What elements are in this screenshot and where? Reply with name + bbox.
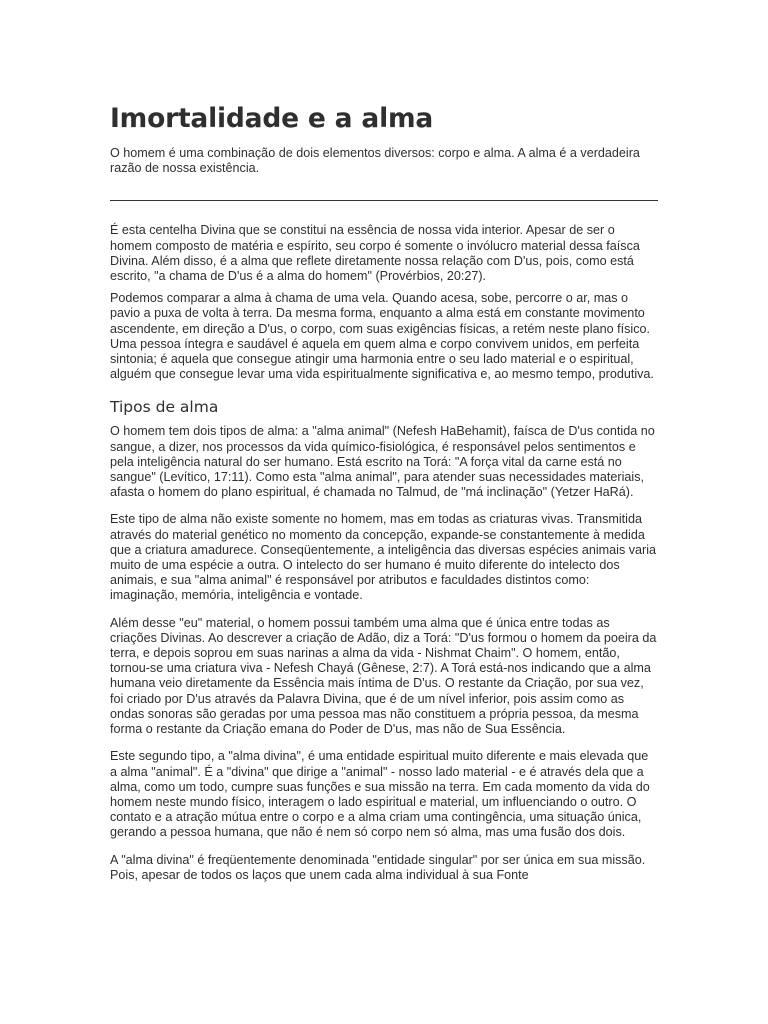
- section-paragraph: A "alma divina" é freqüentemente denominada "entidade singular" por ser única em sua missão. Pois, apesar de todos os laços que unem cada alma individual à sua Fonte: [110, 852, 646, 882]
- body-paragraph: Podemos comparar a alma à chama de uma vela. Quando acesa, sobe, percorre o ar, mas o pavio a puxa de volta à terra. Da mesma forma, enquanto a alma está em constante movimento ascendente, em direção a D'us, o corpo, com suas exigências físicas, a retém neste plano físico. Uma pessoa íntegra e saudável é aquela em quem alma e corpo convivem unidos, em perfeita sintonia; é aquela que consegue atingir uma harmonia entre o seu lado material e o espiritual, alguém que consegue levar uma vida espiritualmente significativa e, ao mesmo tempo, produtiva.: [110, 291, 654, 382]
- section-paragraph: Este tipo de alma não existe somente no homem, mas em todas as criaturas vivas. Transmitida através do material genético no momento da concepção, expande-se constantemente à medida que a criatura amadurece. Conseqüentemente, a inteligência das diversas espécies animais varia muito de uma espécie a outra. O intelecto do ser humano é muito diferente do intelecto dos animais, e sua "alma animal" é responsável por atributos e faculdades distintos como: imaginação, memória, inteligência e vontade.: [110, 512, 657, 603]
- document-title: Imortalidade e a alma: [110, 103, 434, 134]
- section-paragraph: O homem tem dois tipos de alma: a "alma animal" (Nefesh HaBehamit), faísca de D'us contida no sangue, a dizer, nos processos da vida químico-fisiológica, é responsável pelos sentimentos e pela inteligência natural do ser humano. Está escrito na Torá: "A força vital da carne está no sangue" (Levítico, 17:11). Como esta "alma animal", para atender suas necessidades materiais, afasta o homem do plano espiritual, é chamada no Talmud, de "má inclinação" (Yetzer HaRá).: [110, 424, 655, 500]
- section-paragraph: Além desse "eu" material, o homem possui também uma alma que é única entre todas as criações Divinas. Ao descrever a criação de Adão, diz a Torá: "D'us formou o homem da poeira da terra, e depois soprou em suas narinas a alma da vida - Nishmat Chaim". O homem, então, tornou-se uma criatura viva - Nefesh Chayá (Gênese, 2:7). A Torá está-nos indicando que a alma humana veio diretamente da Essência mais íntima de D'us. O restante da Criação, por sua vez, foi criado por D'us através da Palavra Divina, que é de um nível inferior, pois assim como as ondas sonoras são geradas por uma pessoa mas não constituem a própria pessoa, da mesma forma o restante da Criação emana do Poder de D'us, mas não de Sua Essência.: [110, 615, 657, 737]
- document-page: [110, 100, 658, 883]
- section-heading: Tipos de alma: [110, 398, 219, 417]
- body-paragraph: É esta centelha Divina que se constitui na essência de nossa vida interior. Apesar de ser o homem composto de matéria e espírito, seu corpo é somente o invólucro material dessa faísca Divina. Além disso, é a alma que reflete diretamente nossa relação com D'us, pois, como está escrito, "a chama de D'us é a alma do homem" (Provérbios, 20:27).: [110, 223, 640, 284]
- intro-paragraph: O homem é uma combinação de dois elementos diversos: corpo e alma. A alma é a verdadeira razão de nossa existência.: [110, 146, 640, 176]
- horizontal-divider: [110, 200, 658, 201]
- section-paragraph: Este segundo tipo, a "alma divina", é uma entidade espiritual muito diferente e mais elevada que a alma "animal". É a "divina" que dirige a "animal" - nosso lado material - e é através dela que a alma, como um todo, cumpre suas funções e sua missão na terra. Em cada momento da vida do homem neste mundo físico, interagem o lado espiritual e material, um influenciando o outro. O contato e a atração mútua entre o corpo e a alma criam uma contingência, uma situação única, gerando a pessoa humana, que não é nem só corpo nem só alma, mas uma fusão dos dois.: [110, 749, 650, 840]
